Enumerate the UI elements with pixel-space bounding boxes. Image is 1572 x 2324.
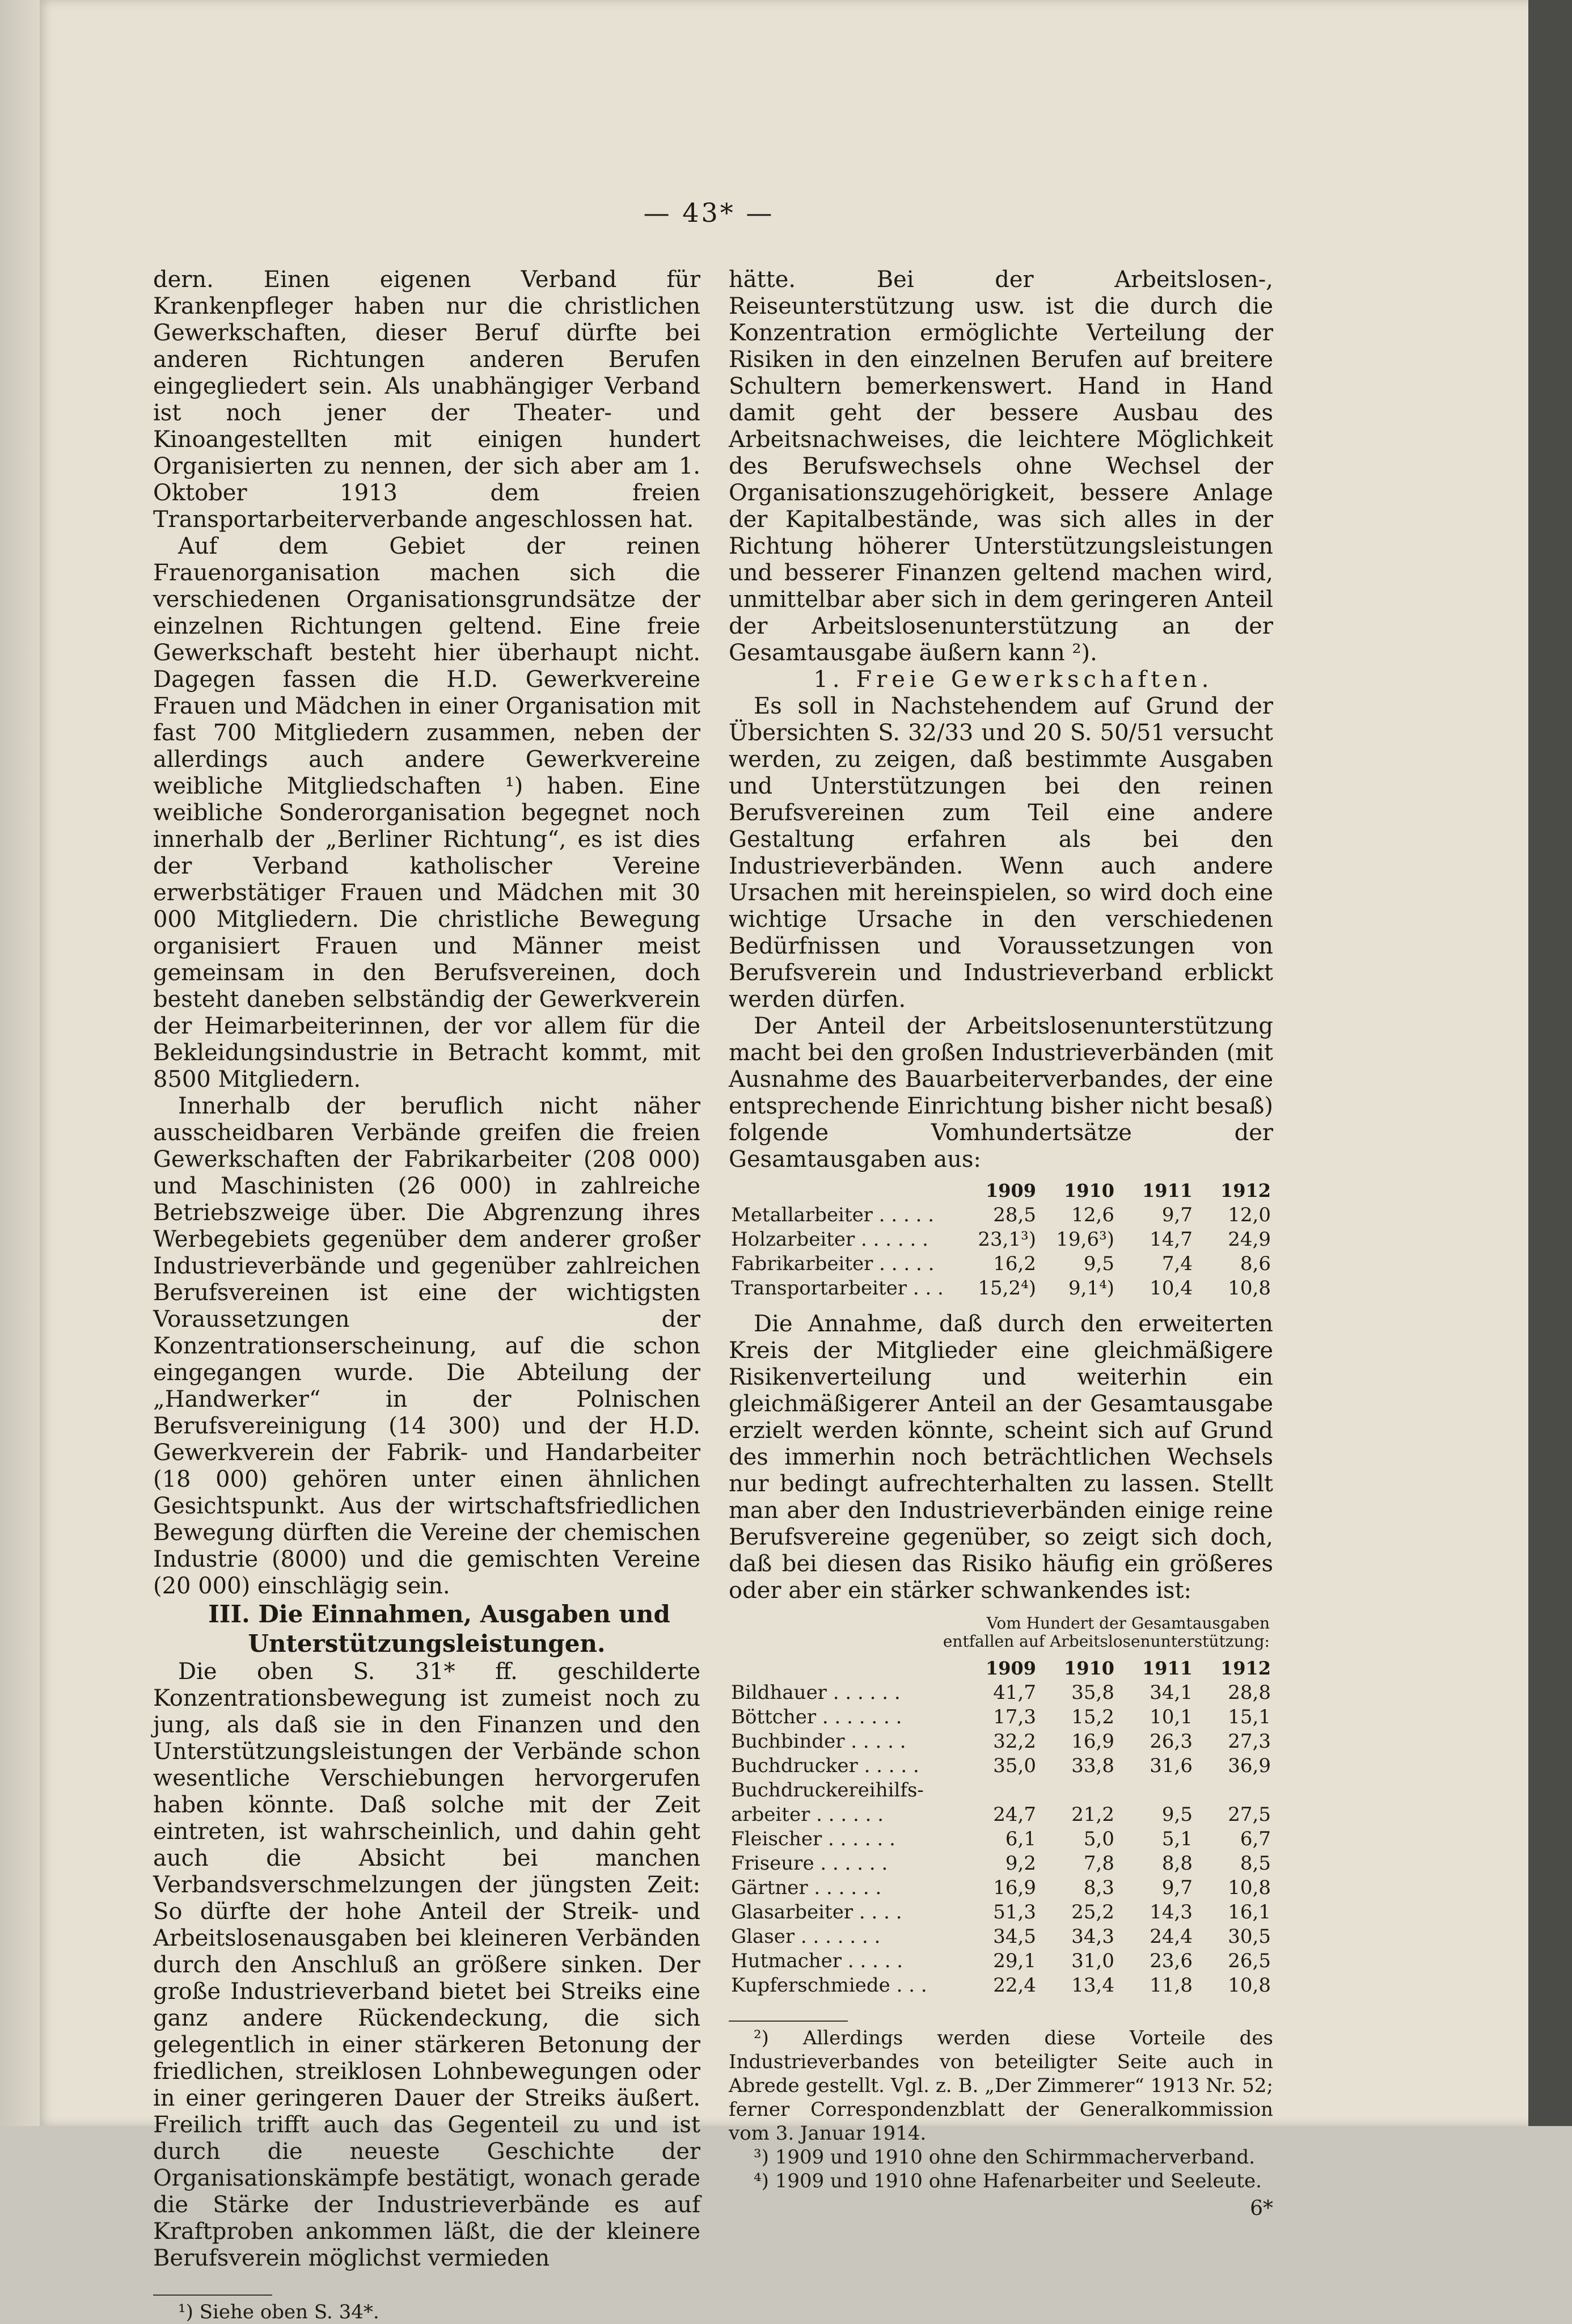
cell-value: 5,1 bbox=[1161, 1828, 1193, 1850]
year-header: 1909 bbox=[985, 1657, 1036, 1679]
footnote: ⁴) 1909 und 1910 ohne Hafenarbeiter und Seeleute. bbox=[754, 2170, 1262, 2192]
footnote: ²) Allerdings werden diese Vorteile des Industrieverbandes von beteiligter Seite auch in Abrede gestellt. Vgl. z. B. „Der Zimmerer“ 1913 Nr. 52; ferner Correspondenzblatt der Generalkommission vom 3. Januar 1914. bbox=[729, 2027, 1273, 2145]
cell-value: 51,3 bbox=[993, 1901, 1036, 1924]
cell-value: 10,8 bbox=[1228, 1974, 1271, 1997]
cell-value: 8,3 bbox=[1083, 1876, 1114, 1899]
cell-value: 16,2 bbox=[993, 1252, 1036, 1275]
cell-value bbox=[1117, 1778, 1195, 1803]
table-body bbox=[729, 1203, 1273, 1301]
footnote-divider bbox=[153, 2295, 272, 2296]
cell-value: 7,8 bbox=[1083, 1852, 1114, 1875]
cell-value: 14,3 bbox=[1150, 1901, 1193, 1924]
table-caption-line: entfallen auf Arbeitslosenunterstützung: bbox=[943, 1632, 1270, 1651]
cell-value: 6,7 bbox=[1240, 1828, 1271, 1850]
cell-value: 23,6 bbox=[1150, 1950, 1193, 1972]
table-row bbox=[729, 1900, 1273, 1925]
cell-value: 28,5 bbox=[993, 1204, 1036, 1226]
table-row bbox=[729, 1228, 1273, 1252]
cell-value: 15,2 bbox=[1071, 1706, 1114, 1728]
footnote: ¹) Siehe oben S. 34*. bbox=[178, 2301, 379, 2323]
cell-value: 27,5 bbox=[1228, 1803, 1271, 1826]
year-header: 1912 bbox=[1220, 1657, 1271, 1679]
cell-value: 27,3 bbox=[1228, 1730, 1271, 1753]
row-label: Bildhauer . . . . . . bbox=[731, 1681, 901, 1704]
cell-value: 19,6³) bbox=[1056, 1228, 1114, 1251]
cell-value: 25,2 bbox=[1071, 1901, 1114, 1924]
cell-value: 16,1 bbox=[1228, 1901, 1271, 1924]
table-row bbox=[729, 1973, 1273, 1998]
cell-value: 24,9 bbox=[1228, 1228, 1271, 1251]
row-label: Gärtner . . . . . . bbox=[731, 1876, 882, 1899]
row-label: Buchdruckereihilfs- bbox=[731, 1779, 924, 1802]
cell-value: 35,8 bbox=[1071, 1681, 1114, 1704]
previous-page-edge bbox=[0, 0, 41, 2126]
cell-value: 9,7 bbox=[1161, 1876, 1193, 1899]
table-row bbox=[729, 1276, 1273, 1301]
cell-value: 15,2⁴) bbox=[978, 1277, 1036, 1300]
cell-value: 12,0 bbox=[1228, 1204, 1271, 1226]
cell-value bbox=[1038, 1778, 1117, 1803]
table-row bbox=[729, 1876, 1273, 1900]
cell-value: 5,0 bbox=[1083, 1828, 1114, 1850]
cell-value: 30,5 bbox=[1228, 1925, 1271, 1948]
cell-value: 26,5 bbox=[1228, 1950, 1271, 1972]
table-row bbox=[729, 1252, 1273, 1276]
row-label: Böttcher . . . . . . . bbox=[731, 1706, 902, 1728]
footnote: ³) 1909 und 1910 ohne den Schirmmacherverband. bbox=[754, 2146, 1256, 2169]
table-row bbox=[729, 1203, 1273, 1228]
table-caption-line: Vom Hundert der Gesamtausgaben bbox=[986, 1614, 1270, 1633]
cell-value: 13,4 bbox=[1071, 1974, 1114, 1997]
cell-value: 24,4 bbox=[1150, 1925, 1193, 1948]
table-row bbox=[729, 1949, 1273, 1973]
table-body bbox=[729, 1681, 1273, 1998]
year-header: 1912 bbox=[1220, 1180, 1271, 1201]
table-caption bbox=[729, 1614, 1273, 1651]
trade-union-table bbox=[729, 1656, 1273, 1998]
sub-heading: 1. Freie Gewerkschaften. bbox=[813, 667, 1214, 693]
cell-value: 28,8 bbox=[1228, 1681, 1271, 1704]
cell-value bbox=[960, 1778, 1038, 1803]
row-label: Holzarbeiter . . . . . . bbox=[731, 1228, 928, 1251]
cell-value: 16,9 bbox=[1071, 1730, 1114, 1753]
table-row bbox=[729, 1803, 1273, 1827]
footnote-divider bbox=[729, 2021, 848, 2022]
cell-value: 9,5 bbox=[1083, 1252, 1114, 1275]
cell-value: 31,6 bbox=[1150, 1754, 1193, 1777]
paragraph: Auf dem Gebiet der reinen Frauenorganisation machen sich die verschiedenen Organisationsgrundsätze der einzelnen Richtungen geltend. Eine freie Gewerkschaft besteht hier überhaupt nicht. Dagegen fassen die H.D. Gewerkvereine Frauen und Mädchen in einer Organisation mit fast 700 Mitgliedern zusammen, neben der allerdings auch andere Gewerkvereine weibliche Mitgliedschaften ¹) haben. Eine weibliche Sonderorganisation begegnet noch innerhalb der „Berliner Richtung“, es ist dies der Verband katholischer Vereine erwerbstätiger Frauen und Mädchen mit 30 000 Mitgliedern. Die christliche Bewegung organisiert Frauen und Männer meist gemeinsam in den Berufsvereinen, doch besteht daneben selbständig der Gewerkverein der Heimarbeiterinnen, der vor allem für die Bekleidungsindustrie in Betracht kommt, mit 8500 Mitgliedern. bbox=[153, 533, 700, 1093]
cell-value: 35,0 bbox=[993, 1754, 1036, 1777]
cell-value: 9,5 bbox=[1161, 1803, 1193, 1826]
table-row bbox=[729, 1681, 1273, 1705]
cell-value: 32,2 bbox=[993, 1730, 1036, 1753]
paragraph: Innerhalb der beruflich nicht näher ausscheidbaren Verbände greifen die freien Gewerkschaften der Fabrikarbeiter (208 000) und Maschinisten (26 000) in zahlreiche Betriebszweige über. Die Abgrenzung ihres Werbegebiets gegenüber dem anderer großer Industrieverbände und gegenüber zahlreichen Berufsvereinen ist eine der wichtigsten Voraussetzungen der Konzentrationserscheinung, auf die schon eingegangen wurde. Die Abteilung der „Handwerker“ in der Polnischen Berufsvereinigung (14 300) und der H.D. Gewerkverein der Fabrik- und Handarbeiter (18 000) gehören unter einen ähnlichen Gesichtspunkt. Aus der wirtschaftsfriedlichen Bewegung dürften die Vereine der chemischen Industrie (8000) und die gemischten Vereine (20 000) einschlägig sein. bbox=[153, 1093, 700, 1599]
row-label: Glasarbeiter . . . . bbox=[731, 1901, 902, 1924]
row-label: Buchbinder . . . . . bbox=[731, 1730, 906, 1753]
year-header: 1911 bbox=[1142, 1180, 1193, 1201]
cell-value: 34,3 bbox=[1071, 1925, 1114, 1948]
paragraph: hätte. Bei der Arbeitslosen-, Reiseunterstützung usw. ist die durch die Konzentration ermöglichte Verteilung der Risiken in den einzelnen Berufen auf breitere Schultern bemerkenswert. Hand in Hand damit geht der bessere Ausbau des Arbeitsnachweises, die leichtere Möglichkeit des Berufswechsels ohne Wechsel der Organisationszugehörigkeit, bessere Anlage der Kapitalbestände, was sich alles in der Richtung höherer Unterstützungsleistungen und besserer Finanzen geltend machen wird, unmittelbar aber sich in dem geringeren Anteil der Arbeitslosenunterstützung an der Gesamtausgabe äußern kann ²). bbox=[729, 267, 1273, 666]
cell-value: 29,1 bbox=[993, 1950, 1036, 1972]
cell-value: 10,1 bbox=[1150, 1706, 1193, 1728]
table-header-blank bbox=[729, 1179, 960, 1203]
paragraph: dern. Einen eigenen Verband für Krankenpfleger haben nur die christlichen Gewerkschaften, dieser Beruf dürfte bei anderen Richtungen anderen Berufen eingegliedert sein. Als unabhängiger Verband ist noch jener der Theater- und Kinoangestellten mit einigen hundert Organisierten zu nennen, der sich aber am 1. Oktober 1913 dem freien Transportarbeiterverbande angeschlossen hat. bbox=[153, 267, 700, 533]
paragraph: Der Anteil der Arbeitslosenunterstützung macht bei den großen Industrieverbänden (mit Ausnahme des Bauarbeiterverbandes, der eine entsprechende Einrichtung bisher nicht besaß) folgende Vomhundertsätze der Gesamtausgaben aus: bbox=[729, 1013, 1273, 1172]
section-heading: III. Die Einnahmen, Ausgaben und Unterstützungsleistungen. bbox=[208, 1600, 670, 1657]
table-row bbox=[729, 1851, 1273, 1876]
year-header: 1911 bbox=[1142, 1657, 1193, 1679]
row-label: Metallarbeiter . . . . . bbox=[731, 1204, 935, 1226]
row-label: Friseure . . . . . . bbox=[731, 1852, 888, 1875]
row-label: Fabrikarbeiter . . . . . bbox=[731, 1252, 935, 1275]
industry-union-table bbox=[729, 1179, 1273, 1301]
table-row bbox=[729, 1778, 1273, 1803]
row-label: Transportarbeiter . . . bbox=[731, 1277, 944, 1300]
cell-value: 7,4 bbox=[1161, 1252, 1193, 1275]
cell-value: 8,6 bbox=[1240, 1252, 1271, 1275]
cell-value: 10,8 bbox=[1228, 1277, 1271, 1300]
cell-value: 9,7 bbox=[1161, 1204, 1193, 1226]
cell-value: 36,9 bbox=[1228, 1754, 1271, 1777]
cell-value: 16,9 bbox=[993, 1876, 1036, 1899]
table-row bbox=[729, 1705, 1273, 1730]
table-header-blank bbox=[729, 1656, 960, 1681]
paragraph: Die Annahme, daß durch den erweiterten Kreis der Mitglieder eine gleichmäßigere Risikenverteilung und weiterhin ein gleichmäßigerer Anteil an der Gesamtausgabe erzielt werden könnte, scheint sich auf Grund des immerhin noch beträchtlichen Wechsels nur bedingt aufrechterhalten zu lassen. Stellt man aber den Industrieverbänden einige reine Berufsvereine gegenüber, so zeigt sich doch, daß bei diesen das Risiko häufig ein größeres oder aber ein stärker schwankendes ist: bbox=[729, 1311, 1273, 1604]
table-row bbox=[729, 1827, 1273, 1851]
page-number: — 43* — bbox=[643, 197, 775, 228]
year-header: 1910 bbox=[1063, 1657, 1114, 1679]
cell-value: 11,8 bbox=[1150, 1974, 1193, 1997]
left-column bbox=[153, 267, 700, 2324]
cell-value: 15,1 bbox=[1228, 1706, 1271, 1728]
cell-value: 34,5 bbox=[993, 1925, 1036, 1948]
cell-value: 10,4 bbox=[1150, 1277, 1193, 1300]
row-label: Glaser . . . . . . . bbox=[731, 1925, 881, 1948]
cell-value: 9,1⁴) bbox=[1068, 1277, 1114, 1300]
right-column bbox=[729, 267, 1273, 2222]
cell-value: 41,7 bbox=[993, 1681, 1036, 1704]
cell-value bbox=[1195, 1778, 1273, 1803]
table-header-row bbox=[729, 1656, 1273, 1681]
cell-value: 24,7 bbox=[993, 1803, 1036, 1826]
cell-value: 23,1³) bbox=[978, 1228, 1036, 1251]
row-label: Fleischer . . . . . . bbox=[731, 1828, 895, 1850]
cell-value: 22,4 bbox=[993, 1974, 1036, 1997]
cell-value: 10,8 bbox=[1228, 1876, 1271, 1899]
cell-value: 9,2 bbox=[1005, 1852, 1036, 1875]
table-row bbox=[729, 1754, 1273, 1778]
cell-value: 6,1 bbox=[1005, 1828, 1036, 1850]
row-label: arbeiter . . . . . . bbox=[731, 1803, 884, 1826]
cell-value: 21,2 bbox=[1071, 1803, 1114, 1826]
paragraph: Die oben S. 31* ff. geschilderte Konzentrationsbewegung ist zumeist noch zu jung, als daß sie in den Finanzen und den Unterstützungsleistungen der Verbände schon wesentliche Verschiebungen hervorgerufen haben könnte. Daß solche mit der Zeit eintreten, ist wahrscheinlich, und dahin geht auch die Absicht bei manchen Verbandsverschmelzungen der jüngsten Zeit: So dürfte der hohe Anteil der Streik- und Arbeitslosenausgaben bei kleineren Verbänden durch den Anschluß an größere sinken. Der große Industrieverband bietet bei Streiks eine ganz andere Rückendeckung, die sich gelegentlich in einer stärkeren Betonung der friedlichen, streiklosen Lohnbewegungen oder in einer geringeren Dauer der Streiks äußert. Freilich trifft auch das Gegenteil zu und ist durch die neueste Geschichte der Organisationskämpfe bestätigt, wonach gerade die Stärke der Industrieverbände es auf Kraftproben ankommen läßt, die der kleinere Berufsverein möglichst vermieden bbox=[153, 1659, 700, 2271]
signature-mark: 6* bbox=[1250, 2197, 1273, 2220]
cell-value: 8,8 bbox=[1161, 1852, 1193, 1875]
cell-value: 34,1 bbox=[1150, 1681, 1193, 1704]
table-row bbox=[729, 1925, 1273, 1949]
scan-background-strip bbox=[1528, 0, 1572, 2126]
cell-value: 17,3 bbox=[993, 1706, 1036, 1728]
cell-value: 8,5 bbox=[1240, 1852, 1271, 1875]
paragraph: Es soll in Nachstehendem auf Grund der Übersichten S. 32/33 und 20 S. 50/51 versucht werden, zu zeigen, daß bestimmte Ausgaben und Unterstützungen bei den reinen Berufsvereinen zum Teil eine andere Gestaltung erfahren als bei den Industrieverbänden. Wenn auch andere Ursachen mit hereinspielen, so wird doch eine wichtige Ursache in den verschiedenen Bedürfnissen und Voraussetzungen von Berufsverein und Industrieverband erblickt werden dürfen. bbox=[729, 693, 1273, 1013]
cell-value: 31,0 bbox=[1071, 1950, 1114, 1972]
row-label: Buchdrucker . . . . . bbox=[731, 1754, 919, 1777]
table-header-row bbox=[729, 1179, 1273, 1203]
cell-value: 12,6 bbox=[1071, 1204, 1114, 1226]
table-row bbox=[729, 1730, 1273, 1754]
cell-value: 33,8 bbox=[1071, 1754, 1114, 1777]
year-header: 1909 bbox=[985, 1180, 1036, 1201]
cell-value: 14,7 bbox=[1150, 1228, 1193, 1251]
row-label: Hutmacher . . . . . bbox=[731, 1950, 903, 1972]
row-label: Kupferschmiede . . . bbox=[731, 1974, 927, 1997]
year-header: 1910 bbox=[1063, 1180, 1114, 1201]
cell-value: 26,3 bbox=[1150, 1730, 1193, 1753]
